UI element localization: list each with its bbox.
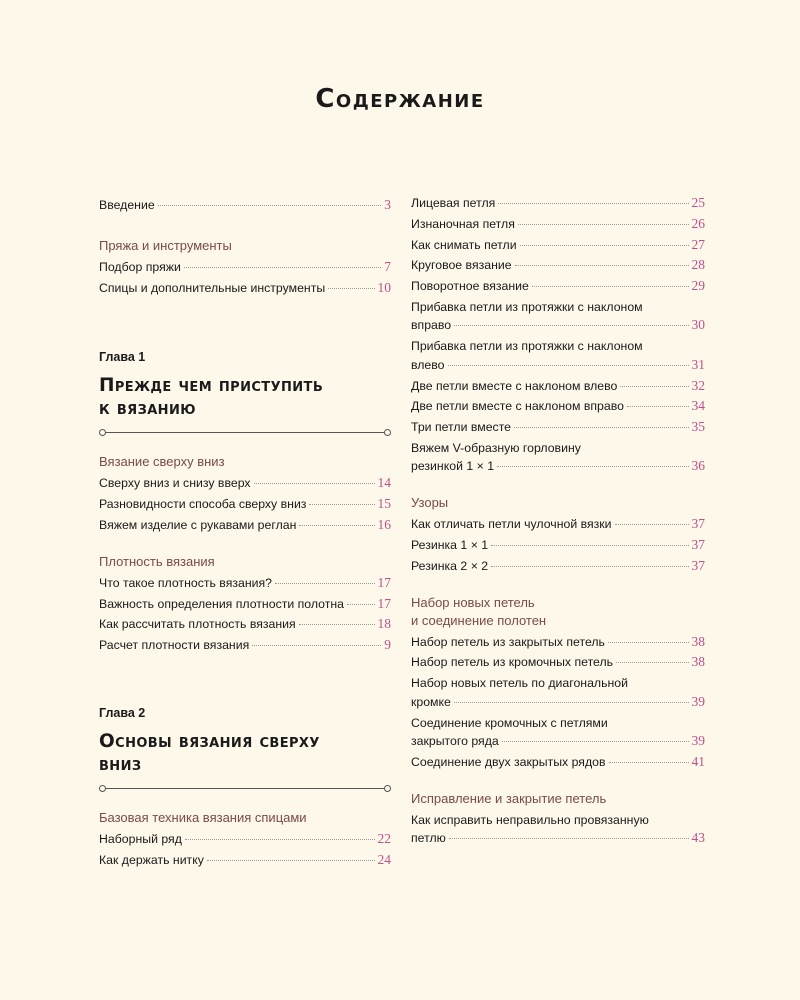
dot-leader [449,838,689,839]
toc-entry-text: Подбор пряжи [99,259,181,274]
page-number: 14 [377,475,391,491]
toc-right-column [411,194,705,850]
page-number: 25 [691,195,705,210]
page-number: 30 [691,317,705,333]
page-number: 16 [377,516,391,532]
page-number: 35 [691,419,705,435]
toc-entry-text: Разновидности способа сверху вниз [99,497,307,512]
toc-entry-text: влево [411,357,445,372]
toc-entry[interactable] [99,474,391,493]
toc-entry[interactable] [411,653,705,672]
chapter-title-line: к вязанию [99,398,196,420]
toc-entry-multiline[interactable] [411,337,705,374]
page-number: 18 [377,616,391,632]
chapter-title-line: Основы вязания сверху [99,730,320,752]
dot-leader [185,839,375,840]
toc-entry[interactable] [411,256,705,275]
divider-line [103,788,387,789]
dot-leader [158,205,382,206]
toc-entry-intro[interactable] [99,196,391,215]
toc-entry-text: вправо [411,318,452,333]
toc-entry[interactable] [411,194,705,213]
dot-leader [454,702,689,703]
toc-entry-text: Поворотное вязание [411,279,529,294]
toc-entry-text: резинкой 1 × 1 [411,459,495,474]
dot-leader [627,406,689,407]
page-number: 32 [691,377,705,393]
toc-entry-text: Наборный ряд [99,831,182,846]
dot-leader [532,286,689,287]
toc-entry[interactable] [99,495,391,514]
toc-entry-text: Как исправить неправильно провязанную [411,812,649,827]
chapter-divider [99,784,391,793]
section-heading: Базовая техника вязания спицами [99,809,307,825]
toc-entry-text: Как отличать петли чулочной вязки [411,517,612,532]
page-number: 10 [377,279,391,295]
dot-leader [491,566,688,567]
dot-leader [448,365,689,366]
page-number: 22 [377,830,391,846]
divider-ornament [384,429,391,436]
page-number: 24 [377,851,391,867]
toc-entry-text: Прибавка петли из протяжки с наклоном [411,339,643,354]
toc-entry-multiline[interactable] [411,674,705,711]
dot-leader [328,288,374,289]
divider-line [103,432,387,433]
dot-leader [514,427,688,428]
toc-entry-text: Лицевая петля [411,196,496,210]
page-number: 39 [691,733,705,749]
toc-entry[interactable] [411,397,705,416]
section-heading-yarn: Пряжа и инструменты [99,237,232,253]
dot-leader [184,267,381,268]
dot-leader [498,203,688,204]
dot-leader [609,762,689,763]
page-title: Содержание [315,84,485,114]
dot-leader [275,583,375,584]
toc-entry[interactable] [99,851,391,870]
toc-entry-text: петлю [411,831,446,846]
dot-leader [299,525,374,526]
section-heading-casting [411,594,705,630]
section-heading-patterns: Узоры [411,495,449,511]
toc-entry-text: кромке [411,694,451,709]
page-number: 7 [384,258,391,274]
divider-ornament [99,785,106,792]
dot-leader [620,386,688,387]
toc-left-column [99,196,391,872]
dot-leader [299,624,375,625]
toc-entry-text: Расчет плотности вязания [99,638,250,653]
toc-entry-text: Резинка 2 × 2 [411,558,489,573]
page-number: 43 [691,830,705,846]
chapter-1-label: Глава 1 [99,350,146,365]
page-number: 9 [384,637,391,653]
dot-leader [615,524,689,525]
dot-leader [515,265,689,266]
section-heading: Плотность вязания [99,553,215,569]
toc-entry-text: Резинка 1 × 1 [411,538,489,553]
toc-entry-text: закрытого ряда [411,734,499,749]
chapter-2-title [99,730,391,776]
toc-entry[interactable] [411,236,705,255]
toc-entry-text: Как рассчитать плотность вязания [99,617,296,632]
page-number: 41 [691,753,705,769]
page-number: 28 [691,257,705,273]
section-heading-fixing: Исправление и закрытие петель [411,790,607,806]
toc-entry-text: Две петли вместе с наклоном вправо [411,399,624,414]
page-number: 37 [691,557,705,573]
toc-entry-text: Вяжем V-образную горловину [411,440,581,455]
dot-leader [520,245,689,246]
toc-entry-multiline[interactable] [411,811,705,848]
page-number: 38 [691,654,705,670]
toc-entry[interactable] [411,536,705,555]
dot-leader [347,604,374,605]
toc-entry[interactable] [99,574,391,593]
toc-entry[interactable] [99,516,391,535]
page-number: 37 [691,537,705,553]
chapter-title-line: вниз [99,753,142,775]
toc-entry[interactable] [99,595,391,614]
dot-leader [254,483,375,484]
toc-entry[interactable] [411,557,705,576]
page-number: 3 [384,197,391,212]
toc-entry-text: Соединение кромочных с петлями [411,715,608,730]
page-number: 34 [691,398,705,414]
toc-entry[interactable] [411,418,705,437]
page-number: 39 [691,693,705,709]
page-number: 17 [377,595,391,611]
toc-entry[interactable] [411,377,705,396]
page-number: 15 [377,496,391,512]
toc-entry[interactable] [99,830,391,849]
dot-leader [252,645,381,646]
toc-entry[interactable] [411,753,705,772]
toc-entry-text: Набор петель из закрытых петель [411,634,605,649]
dot-leader [502,741,689,742]
toc-entry-text: Как снимать петли [411,237,517,252]
toc-entry-text: Вяжем изделие с рукавами реглан [99,517,297,532]
toc-entry-text: Соединение двух закрытых рядов [411,754,606,769]
dot-leader [454,325,688,326]
toc-entry-multiline[interactable] [411,439,705,476]
toc-entry[interactable] [99,279,391,298]
section-heading-line: Набор новых петель [411,594,535,610]
chapter-divider [99,428,391,437]
divider-ornament [384,785,391,792]
chapter-1-title [99,374,391,420]
dot-leader [207,860,375,861]
toc-entry-text: Изнаночная петля [411,216,515,231]
toc-entry[interactable] [99,636,391,655]
dot-leader [616,662,688,663]
toc-entry[interactable] [411,215,705,234]
toc-entry-text: Круговое вязание [411,258,512,273]
dot-leader [608,642,689,643]
dot-leader [309,504,374,505]
page-number: 29 [691,278,705,294]
toc-entry-multiline[interactable] [411,298,705,335]
toc-entry-text: Спицы и дополнительные инструменты [99,280,326,295]
toc-entry[interactable] [411,277,705,296]
page-number: 26 [691,215,705,231]
dot-leader [497,466,688,467]
section-heading-line: и соединение полотен [411,612,547,628]
toc-entry[interactable] [411,633,705,652]
toc-entry-text: Две петли вместе с наклоном влево [411,378,618,393]
toc-entry-multiline[interactable] [411,714,705,751]
toc-entry[interactable] [99,258,391,277]
toc-entry-text: Как держать нитку [99,852,204,867]
dot-leader [491,545,688,546]
divider-ornament [99,429,106,436]
page-number: 38 [691,633,705,649]
toc-entry-text: Что такое плотность вязания? [99,575,272,590]
dot-leader [518,224,689,225]
page-number: 36 [691,458,705,474]
toc-entry[interactable] [99,615,391,634]
page-number: 31 [691,356,705,372]
toc-entry-text: Набор новых петель по диагональной [411,676,628,691]
chapter-title-line: Прежде чем приступить [99,375,324,397]
page-number: 37 [691,516,705,532]
toc-entry[interactable] [411,515,705,534]
toc-entry-text: Прибавка петли из протяжки с наклоном [411,299,643,314]
toc-entry-text: Важность определения плотности полотна [99,596,345,611]
toc-entry-text: Три петли вместе [411,420,512,435]
toc-entry-text: Введение [99,198,155,212]
page-number: 17 [377,574,391,590]
chapter-2-label: Глава 2 [99,705,146,720]
section-heading: Вязание сверху вниз [99,454,225,470]
page-number: 27 [691,236,705,252]
toc-entry-text: Набор петель из кромочных петель [411,655,614,670]
toc-entry-text: Сверху вниз и снизу вверх [99,476,251,491]
